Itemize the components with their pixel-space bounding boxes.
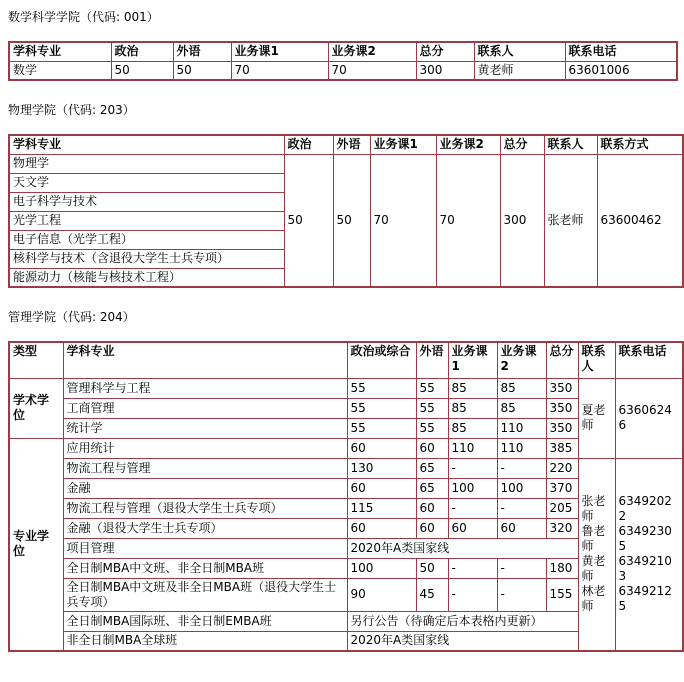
col-header-total: 总分 bbox=[416, 42, 474, 61]
score-note-cell: 2020年A类国家线 bbox=[347, 538, 578, 558]
major-cell: 电子信息（光学工程） bbox=[9, 230, 284, 249]
foreign-score-cell: 60 bbox=[416, 498, 448, 518]
col-header-contact: 联系人 bbox=[544, 135, 597, 154]
contact-phone-cell: 63601006 bbox=[565, 61, 677, 80]
physics-score-table bbox=[8, 134, 684, 288]
contact-phone-cell: 63600462 bbox=[597, 154, 683, 287]
major-cell: 非全日制MBA全球班 bbox=[63, 631, 347, 651]
major-cell: 金融 bbox=[63, 478, 347, 498]
politics-score-cell: 60 bbox=[347, 438, 416, 458]
col-header-foreign: 外语 bbox=[173, 42, 231, 61]
col-header-politics: 政治 bbox=[284, 135, 333, 154]
course2-score-cell: - bbox=[497, 458, 546, 478]
degree-type-academic-cell: 学术学位 bbox=[9, 378, 63, 438]
col-header-politics: 政治 bbox=[111, 42, 173, 61]
col-header-contact: 联系人 bbox=[578, 342, 615, 378]
politics-score-cell: 60 bbox=[347, 478, 416, 498]
management-score-table bbox=[8, 341, 684, 652]
section-title-physics: 物理学院（代码: 203） bbox=[8, 103, 135, 117]
degree-type-professional-cell: 专业学位 bbox=[9, 438, 63, 651]
politics-score-cell: 50 bbox=[111, 61, 173, 80]
score-note-cell: 另行公告（待确定后本表格内更新） bbox=[347, 611, 578, 631]
course2-score-cell: 100 bbox=[497, 478, 546, 498]
course1-score-cell: 110 bbox=[448, 438, 497, 458]
col-header-major: 学科专业 bbox=[9, 135, 284, 154]
course2-score-cell: 110 bbox=[497, 418, 546, 438]
foreign-score-cell: 65 bbox=[416, 458, 448, 478]
course1-score-cell: 85 bbox=[448, 398, 497, 418]
course2-score-cell: 110 bbox=[497, 438, 546, 458]
course2-score-cell: - bbox=[497, 558, 546, 578]
major-cell: 物理学 bbox=[9, 154, 284, 173]
major-cell: 统计学 bbox=[63, 418, 347, 438]
contact-name: 黄老师 bbox=[581, 554, 606, 584]
col-header-major: 学科专业 bbox=[9, 42, 111, 61]
col-header-major: 学科专业 bbox=[63, 342, 347, 378]
col-header-phone: 联系电话 bbox=[615, 342, 683, 378]
major-cell: 全日制MBA中文班、非全日制MBA班 bbox=[63, 558, 347, 578]
major-cell: 全日制MBA中文班及非全日MBA班（退役大学生士兵专项） bbox=[63, 578, 347, 611]
major-cell: 项目管理 bbox=[63, 538, 347, 558]
foreign-score-cell: 55 bbox=[416, 378, 448, 398]
course2-score-cell: - bbox=[497, 578, 546, 611]
foreign-score-cell: 60 bbox=[416, 438, 448, 458]
col-header-total: 总分 bbox=[500, 135, 544, 154]
col-header-course2: 业务课2 bbox=[328, 42, 416, 61]
col-header-total: 总分 bbox=[546, 342, 578, 378]
major-cell: 光学工程 bbox=[9, 211, 284, 230]
contact-name-cell: 张老师 bbox=[544, 154, 597, 287]
major-cell: 核科学与技术（含退役大学生士兵专项） bbox=[9, 249, 284, 268]
course2-score-cell: 70 bbox=[328, 61, 416, 80]
course1-score-cell: 85 bbox=[448, 418, 497, 438]
major-cell: 全日制MBA国际班、非全日制EMBA班 bbox=[63, 611, 347, 631]
foreign-score-cell: 65 bbox=[416, 478, 448, 498]
total-score-cell: 205 bbox=[546, 498, 578, 518]
course2-score-cell: 60 bbox=[497, 518, 546, 538]
course2-score-cell: 85 bbox=[497, 398, 546, 418]
total-score-cell: 370 bbox=[546, 478, 578, 498]
table-row bbox=[9, 378, 683, 398]
col-header-politics-comprehensive: 政治或综合 bbox=[347, 342, 416, 378]
contact-phone-cell: 63606246 bbox=[615, 378, 683, 458]
politics-score-cell: 60 bbox=[347, 518, 416, 538]
total-score-cell: 220 bbox=[546, 458, 578, 478]
major-cell: 天文学 bbox=[9, 173, 284, 192]
col-header-course1: 业务课1 bbox=[448, 342, 497, 378]
major-cell: 物流工程与管理 bbox=[63, 458, 347, 478]
col-header-contact-method: 联系方式 bbox=[597, 135, 683, 154]
section-title-math: 数学科学学院（代码: 001） bbox=[8, 10, 159, 24]
col-header-contact: 联系人 bbox=[474, 42, 565, 61]
contact-phones-cell bbox=[615, 458, 683, 651]
course1-score-cell: - bbox=[448, 498, 497, 518]
contact-name: 鲁老师 bbox=[581, 524, 606, 554]
course2-score-cell: 85 bbox=[497, 378, 546, 398]
politics-score-cell: 50 bbox=[284, 154, 333, 287]
col-header-type: 类型 bbox=[9, 342, 63, 378]
course1-score-cell: 70 bbox=[231, 61, 328, 80]
table-row bbox=[9, 61, 677, 80]
score-note-cell: 2020年A类国家线 bbox=[347, 631, 578, 651]
total-score-cell: 350 bbox=[546, 398, 578, 418]
col-header-course1: 业务课1 bbox=[370, 135, 436, 154]
total-score-cell: 300 bbox=[500, 154, 544, 287]
course2-score-cell: - bbox=[497, 498, 546, 518]
contact-phone: 63492022 bbox=[618, 494, 672, 524]
total-score-cell: 320 bbox=[546, 518, 578, 538]
contact-name: 张老师 bbox=[581, 494, 606, 524]
total-score-cell: 385 bbox=[546, 438, 578, 458]
table-row bbox=[9, 458, 683, 478]
foreign-score-cell: 45 bbox=[416, 578, 448, 611]
course1-score-cell: - bbox=[448, 578, 497, 611]
foreign-score-cell: 50 bbox=[416, 558, 448, 578]
contact-name: 林老师 bbox=[581, 584, 606, 614]
politics-score-cell: 90 bbox=[347, 578, 416, 611]
total-score-cell: 350 bbox=[546, 418, 578, 438]
course1-score-cell: 60 bbox=[448, 518, 497, 538]
foreign-score-cell: 50 bbox=[333, 154, 370, 287]
contact-name-cell: 夏老师 bbox=[578, 378, 615, 458]
politics-score-cell: 130 bbox=[347, 458, 416, 478]
course1-score-cell: 70 bbox=[370, 154, 436, 287]
politics-score-cell: 115 bbox=[347, 498, 416, 518]
management-header-row bbox=[9, 342, 683, 378]
foreign-score-cell: 55 bbox=[416, 398, 448, 418]
major-cell: 金融（退役大学生士兵专项） bbox=[63, 518, 347, 538]
politics-score-cell: 55 bbox=[347, 398, 416, 418]
col-header-course2: 业务课2 bbox=[436, 135, 500, 154]
foreign-score-cell: 50 bbox=[173, 61, 231, 80]
col-header-course2: 业务课2 bbox=[497, 342, 546, 378]
total-score-cell: 300 bbox=[416, 61, 474, 80]
contact-phone: 63492305 bbox=[618, 524, 672, 554]
politics-score-cell: 55 bbox=[347, 378, 416, 398]
total-score-cell: 180 bbox=[546, 558, 578, 578]
physics-header-row bbox=[9, 135, 683, 154]
contact-names-cell bbox=[578, 458, 615, 651]
major-cell: 工商管理 bbox=[63, 398, 347, 418]
math-score-table bbox=[8, 41, 678, 81]
major-cell: 数学 bbox=[9, 61, 111, 80]
contact-phone: 63492103 bbox=[618, 554, 672, 584]
course1-score-cell: - bbox=[448, 558, 497, 578]
course1-score-cell: 85 bbox=[448, 378, 497, 398]
contact-name-cell: 黄老师 bbox=[474, 61, 565, 80]
foreign-score-cell: 55 bbox=[416, 418, 448, 438]
major-cell: 管理科学与工程 bbox=[63, 378, 347, 398]
section-title-management: 管理学院（代码: 204） bbox=[8, 310, 135, 324]
math-header-row bbox=[9, 42, 677, 61]
major-cell: 电子科学与技术 bbox=[9, 192, 284, 211]
col-header-foreign: 外语 bbox=[416, 342, 448, 378]
course2-score-cell: 70 bbox=[436, 154, 500, 287]
course1-score-cell: - bbox=[448, 458, 497, 478]
politics-score-cell: 100 bbox=[347, 558, 416, 578]
total-score-cell: 155 bbox=[546, 578, 578, 611]
contact-phone: 63492125 bbox=[618, 584, 672, 614]
total-score-cell: 350 bbox=[546, 378, 578, 398]
major-cell: 物流工程与管理（退役大学生士兵专项） bbox=[63, 498, 347, 518]
major-cell: 能源动力（核能与核技术工程） bbox=[9, 268, 284, 287]
table-row bbox=[9, 154, 683, 173]
col-header-phone: 联系电话 bbox=[565, 42, 677, 61]
col-header-course1: 业务课1 bbox=[231, 42, 328, 61]
col-header-foreign: 外语 bbox=[333, 135, 370, 154]
course1-score-cell: 100 bbox=[448, 478, 497, 498]
foreign-score-cell: 60 bbox=[416, 518, 448, 538]
politics-score-cell: 55 bbox=[347, 418, 416, 438]
major-cell: 应用统计 bbox=[63, 438, 347, 458]
